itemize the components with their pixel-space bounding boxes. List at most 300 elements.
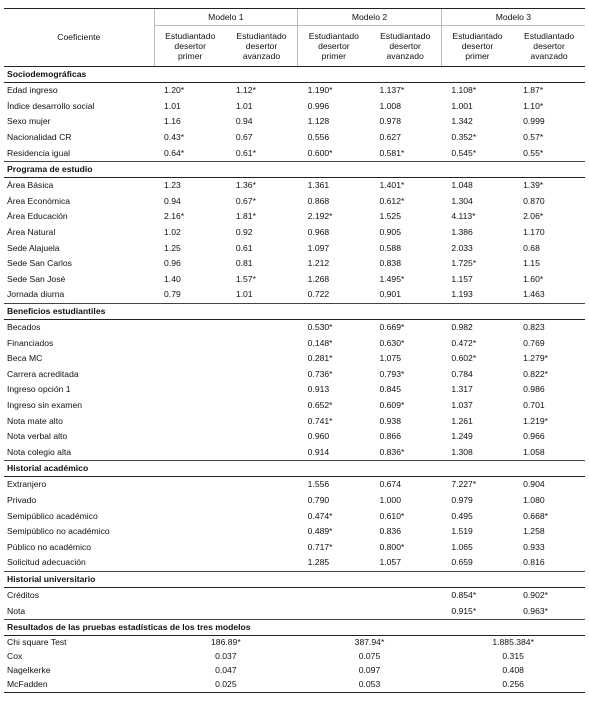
row-label: Extranjero (7, 479, 47, 490)
row-value: 0.68 (523, 242, 540, 253)
row-value: 0.904 (523, 479, 545, 490)
row-value: 1.386 (451, 227, 473, 238)
row-value: 1.190* (307, 85, 333, 96)
row-value: 1.556 (307, 479, 330, 490)
model-2-header: Modelo 2 (298, 9, 442, 26)
row-value: 1.137* (379, 85, 405, 96)
row-value: 0.602* (451, 353, 477, 364)
row-value: 1.170 (523, 227, 545, 238)
row-value: 1.279* (523, 353, 548, 364)
row-value (154, 319, 226, 335)
row-label: Público no académico (7, 541, 92, 552)
row-value: 0.717* (307, 541, 333, 552)
table-row (4, 177, 585, 193)
row-value: 1.87* (523, 85, 544, 96)
row-value: 0.96 (164, 258, 181, 269)
row-value: 0.61* (226, 145, 298, 161)
stats-label: Nagelkerke (7, 665, 51, 676)
table-row (4, 398, 585, 414)
row-value (298, 603, 370, 619)
row-value: 0.489* (307, 526, 333, 537)
row-value: 0.581* (369, 145, 441, 161)
row-value: 0.933 (523, 541, 545, 552)
row-value: 0.963* (513, 603, 585, 619)
row-label: Área Básica (7, 180, 54, 191)
row-value: 0.652* (307, 399, 333, 410)
row-label: Sede San Carlos (7, 258, 72, 269)
row-value: 0.823 (523, 322, 545, 333)
row-value: 1.10* (523, 100, 544, 111)
row-value: 1.317 (451, 384, 473, 395)
row-label: Área Económica (7, 195, 71, 206)
row-value: 1.212 (307, 258, 330, 269)
table-row (4, 272, 585, 288)
subheader-line: desertor (174, 41, 206, 51)
row-value: 0.999 (523, 116, 545, 127)
subheader-line: primer (465, 51, 490, 61)
row-label: Nacionalidad CR (7, 132, 72, 143)
row-value: 0.474* (307, 510, 333, 521)
row-value: 0.55* (513, 145, 585, 161)
section-title: Historial universitario (4, 571, 585, 587)
row-value: 1.16 (164, 116, 181, 127)
stats-label: Cox (7, 651, 23, 662)
stats-row (4, 678, 585, 693)
table-row (4, 194, 585, 210)
row-value (226, 493, 298, 509)
row-value: 0.612* (379, 195, 405, 206)
row-value (226, 603, 298, 619)
row-value: 1.36* (235, 180, 256, 191)
subheader-desertor-avanzado (226, 26, 298, 67)
row-value: 0.609* (379, 399, 405, 410)
row-value: 0.784 (451, 368, 473, 379)
row-value: 0.669* (379, 322, 405, 333)
table-row (4, 477, 585, 493)
row-label: Nota colegio alta (4, 444, 154, 460)
stats-label: McFadden (4, 678, 154, 693)
subheader-line: Estudiantado (452, 31, 503, 41)
row-value (154, 429, 226, 445)
row-value (226, 477, 298, 493)
table-row (4, 256, 585, 272)
model-1-header: Modelo 1 (154, 9, 298, 26)
row-value: 0.627 (379, 132, 401, 143)
subheader-line: primer (178, 51, 203, 61)
table-row (4, 413, 585, 429)
stats-value: 0.256 (441, 678, 585, 693)
table-row (4, 114, 585, 130)
row-value (226, 413, 298, 429)
row-value: 1.304 (451, 195, 473, 206)
row-value: 0.866 (379, 431, 401, 442)
row-label: Residencia igual (4, 145, 154, 161)
section-title: Sociodemográficas (4, 67, 585, 83)
row-label: Solicitud adecuación (4, 555, 154, 571)
table-row (4, 319, 585, 335)
row-value: 0.281* (307, 353, 333, 364)
row-value (154, 539, 226, 555)
subheader-line: Estudiantado (308, 31, 359, 41)
row-value: 1.193 (441, 287, 513, 303)
row-value (226, 524, 298, 540)
row-value: 1.342 (451, 116, 473, 127)
row-value: 1.008 (379, 100, 401, 111)
row-value: 0.148* (307, 337, 333, 348)
subheader-line: Estudiantado (523, 31, 575, 41)
row-value: 0.982 (451, 322, 473, 333)
row-value: 1.01 (235, 100, 253, 111)
section-header-row (4, 571, 585, 587)
table-row (4, 367, 585, 383)
stats-value: 0.025 (154, 678, 298, 693)
row-value: 0.67* (235, 195, 256, 206)
row-value: 0.43* (164, 132, 185, 143)
row-value: 0.836* (369, 444, 441, 460)
stats-value: 0.037 (215, 651, 237, 662)
row-value (226, 555, 298, 571)
row-value: 0.61 (235, 242, 253, 253)
stats-value: 1.885.384* (492, 637, 534, 648)
row-value: 1.037 (451, 399, 473, 410)
row-value: 1.02 (164, 227, 181, 238)
row-value (154, 335, 226, 351)
row-label: Nota mate alto (7, 415, 63, 426)
row-label: Sexo mujer (7, 116, 51, 127)
row-value (226, 508, 298, 524)
row-value: 1.57* (235, 273, 256, 284)
row-value: 0.793* (379, 368, 405, 379)
row-value (226, 587, 298, 603)
row-label: Carrera acreditada (7, 368, 79, 379)
subheader-line: avanzado (386, 51, 424, 61)
section-title: Historial académico (4, 461, 585, 477)
row-value (154, 524, 226, 540)
row-value: 1.065 (451, 541, 473, 552)
row-value: 1.285 (298, 555, 370, 571)
row-value: 0.868 (307, 195, 330, 206)
subheader-line: desertor (318, 41, 350, 51)
row-value: 1.401* (379, 180, 405, 191)
row-value: 1.057 (369, 555, 441, 571)
row-label: Financiados (7, 337, 54, 348)
row-value: 1.000 (379, 494, 401, 505)
row-value (226, 335, 298, 351)
stats-value: 186.89* (211, 637, 241, 648)
row-value: 0.94 (235, 116, 253, 127)
row-value (369, 603, 441, 619)
table-row (4, 539, 585, 555)
row-label: Semipúblico académico (7, 510, 98, 521)
row-label: Sede Alajuela (7, 242, 60, 253)
stats-value: 0.053 (298, 678, 442, 693)
row-label: Ingreso opción 1 (7, 384, 71, 395)
table-row (4, 225, 585, 241)
row-value (154, 413, 226, 429)
row-value: 0.905 (379, 227, 401, 238)
row-value: 1.157 (451, 273, 473, 284)
row-value: 1.308 (441, 444, 513, 460)
row-value: 0.790 (307, 494, 330, 505)
row-value: 1.058 (513, 444, 585, 460)
row-value (154, 587, 226, 603)
row-value: 2.06* (523, 211, 544, 222)
row-value: 1.108* (451, 85, 477, 96)
row-value: 0.870 (523, 195, 545, 206)
stats-value: 387.94* (354, 637, 385, 648)
subheader-desertor-primer (298, 26, 370, 67)
subheader-line: desertor (461, 41, 494, 51)
row-value (154, 367, 226, 383)
model-3-header: Modelo 3 (441, 9, 585, 26)
table-row (4, 587, 585, 603)
table-row (4, 209, 585, 225)
table-body (4, 67, 585, 693)
row-value (154, 398, 226, 414)
subheader-line: primer (321, 51, 346, 61)
row-value: 1.080 (523, 494, 545, 505)
row-value: 1.361 (307, 180, 330, 191)
row-value: 1.128 (307, 116, 330, 127)
stats-label: Chi square Test (7, 637, 67, 648)
row-value: 1.261 (451, 415, 473, 426)
row-value: 1.725* (451, 258, 477, 269)
row-value: 1.097 (307, 242, 330, 253)
row-value: 1.048 (451, 180, 473, 191)
row-value: 0.901 (369, 287, 441, 303)
section-header-row (4, 303, 585, 319)
table-row (4, 555, 585, 571)
row-value (154, 382, 226, 398)
row-value: 0.530* (307, 322, 333, 333)
row-value: 0.836 (379, 526, 401, 537)
table-row (4, 382, 585, 398)
row-value: 0.600* (298, 145, 370, 161)
row-value (154, 351, 226, 367)
row-value: 0.741* (307, 415, 333, 426)
coefficient-header: Coeficiente (4, 9, 154, 67)
subheader-line: desertor (533, 41, 565, 51)
row-value: 2.16* (164, 211, 185, 222)
row-label: Edad ingreso (7, 85, 58, 96)
row-value: 0.352* (451, 132, 477, 143)
row-value: 4.113* (451, 211, 476, 222)
row-value (154, 477, 226, 493)
row-value: 0.57* (523, 132, 544, 143)
row-value (226, 367, 298, 383)
row-value: 0.960 (307, 431, 330, 442)
stats-value: 0.075 (358, 651, 381, 662)
table-row (4, 493, 585, 509)
row-value: 0.902* (523, 589, 548, 600)
row-value: 1.81* (235, 211, 256, 222)
row-value: 0.914 (298, 444, 370, 460)
row-value (226, 539, 298, 555)
table-row (4, 351, 585, 367)
row-value (154, 493, 226, 509)
row-value (226, 319, 298, 335)
table-row (4, 145, 585, 161)
row-value: 0.913 (307, 384, 330, 395)
table-row (4, 603, 585, 619)
row-value: 1.219* (523, 415, 548, 426)
row-value (226, 444, 298, 460)
row-value: 1.495* (379, 273, 405, 284)
stats-value: 0.315 (502, 651, 524, 662)
row-value: 1.60* (523, 273, 544, 284)
row-label: Índice desarrollo social (7, 100, 95, 111)
row-value: 1.25 (164, 242, 181, 253)
row-value: 0.495 (451, 510, 473, 521)
subheader-line: desertor (389, 41, 421, 51)
row-value: 0.659 (441, 555, 513, 571)
subheader-desertor-avanzado (369, 26, 441, 67)
row-label: Créditos (7, 589, 39, 600)
row-value: 0.968 (307, 227, 330, 238)
row-value: 0.67 (235, 132, 253, 143)
row-value: 7.227* (451, 479, 477, 490)
row-value: 0.588 (379, 242, 401, 253)
stats-row (4, 635, 585, 650)
section-header-row (4, 461, 585, 477)
row-label: Jornada diurna (4, 287, 154, 303)
row-value: 1.15 (523, 258, 540, 269)
row-value: 0.845 (379, 384, 401, 395)
row-value (154, 508, 226, 524)
row-value: 0.979 (451, 494, 473, 505)
row-value: 0.79 (154, 287, 226, 303)
row-value: 0.701 (523, 399, 545, 410)
row-label: Becados (7, 322, 41, 333)
row-value: 0.556 (307, 132, 330, 143)
row-label: Nota (4, 603, 154, 619)
row-value (226, 398, 298, 414)
section-title: Beneficios estudiantiles (4, 303, 585, 319)
table-row (4, 287, 585, 303)
row-value: 1.525 (379, 211, 401, 222)
row-label: Semipúblico no académico (7, 526, 110, 537)
row-value: 1.463 (513, 287, 585, 303)
row-label: Área Natural (7, 227, 56, 238)
row-value: 0.996 (307, 100, 330, 111)
stats-value: 0.047 (215, 665, 237, 676)
table-row (4, 335, 585, 351)
row-value: 0.966 (523, 431, 545, 442)
row-value: 2.033 (451, 242, 473, 253)
row-value: 0.94 (164, 195, 181, 206)
stats-value: 0.097 (358, 665, 381, 676)
stats-row (4, 664, 585, 678)
subheader-line: avanzado (530, 51, 568, 61)
row-value (226, 429, 298, 445)
table-row (4, 240, 585, 256)
row-value: 2.192* (307, 211, 333, 222)
stats-header-row (4, 619, 585, 635)
subheader-desertor-primer (154, 26, 226, 67)
row-label: Sede San José (7, 273, 66, 284)
table-row (4, 508, 585, 524)
row-value (298, 587, 370, 603)
row-label: Privado (7, 494, 37, 505)
row-value: 1.519 (451, 526, 473, 537)
row-value: 0.610* (379, 510, 405, 521)
row-value: 1.01 (164, 100, 181, 111)
section-title: Programa de estudio (4, 161, 585, 177)
row-value: 1.01 (226, 287, 298, 303)
row-label: Área Educación (7, 211, 68, 222)
row-value: 0.769 (523, 337, 545, 348)
row-value: 1.258 (523, 526, 545, 537)
row-value: 0.472* (451, 337, 477, 348)
row-value: 0.674 (379, 479, 401, 490)
row-value: 0.800* (379, 541, 405, 552)
row-value: 0.92 (235, 227, 253, 238)
row-value: 0.545* (441, 145, 513, 161)
row-value: 1.20* (164, 85, 185, 96)
table-row (4, 429, 585, 445)
row-value: 0.822* (523, 368, 548, 379)
row-value: 0.915* (441, 603, 513, 619)
table-row (4, 524, 585, 540)
row-label: Beca MC (7, 353, 43, 364)
table-header (4, 9, 585, 67)
row-value: 1.075 (379, 353, 401, 364)
row-value: 0.978 (379, 116, 401, 127)
row-value: 0.64* (154, 145, 226, 161)
stats-value: 0.408 (502, 665, 524, 676)
table-row (4, 83, 585, 99)
row-value: 0.722 (298, 287, 370, 303)
row-value (154, 603, 226, 619)
row-value: 1.12* (235, 85, 256, 96)
row-value (369, 587, 441, 603)
row-value: 0.854* (451, 589, 477, 600)
row-value: 0.938 (379, 415, 401, 426)
row-value: 0.838 (379, 258, 401, 269)
subheader-line: desertor (245, 41, 278, 51)
section-header-row (4, 161, 585, 177)
subheader-line: Estudiantado (380, 31, 431, 41)
row-value: 1.001 (451, 100, 473, 111)
row-value: 1.249 (451, 431, 473, 442)
row-value: 0.816 (513, 555, 585, 571)
row-value (226, 351, 298, 367)
row-value: 0.81 (235, 258, 253, 269)
stats-title: Resultados de las pruebas estadísticas de los tres modelos (4, 619, 585, 635)
row-label: Ingreso sin examen (7, 399, 82, 410)
row-value: 0.668* (523, 510, 548, 521)
subheader-line: Estudiantado (165, 31, 216, 41)
row-value: 1.23 (164, 180, 181, 191)
table-row (4, 99, 585, 115)
subheader-desertor-avanzado (513, 26, 585, 67)
row-value (226, 382, 298, 398)
row-value (154, 555, 226, 571)
stats-row (4, 650, 585, 664)
table-row (4, 130, 585, 146)
coefficients-table (4, 8, 585, 693)
subheader-line: avanzado (242, 51, 281, 61)
subheader-desertor-primer (441, 26, 513, 67)
row-label: Nota verbal alto (7, 431, 68, 442)
row-value: 0.986 (523, 384, 545, 395)
section-header-row (4, 67, 585, 83)
row-value: 1.40 (164, 273, 181, 284)
row-value: 0.630* (379, 337, 405, 348)
subheader-line: Estudiantado (236, 31, 287, 41)
row-value: 1.268 (307, 273, 330, 284)
row-value: 0.736* (307, 368, 333, 379)
